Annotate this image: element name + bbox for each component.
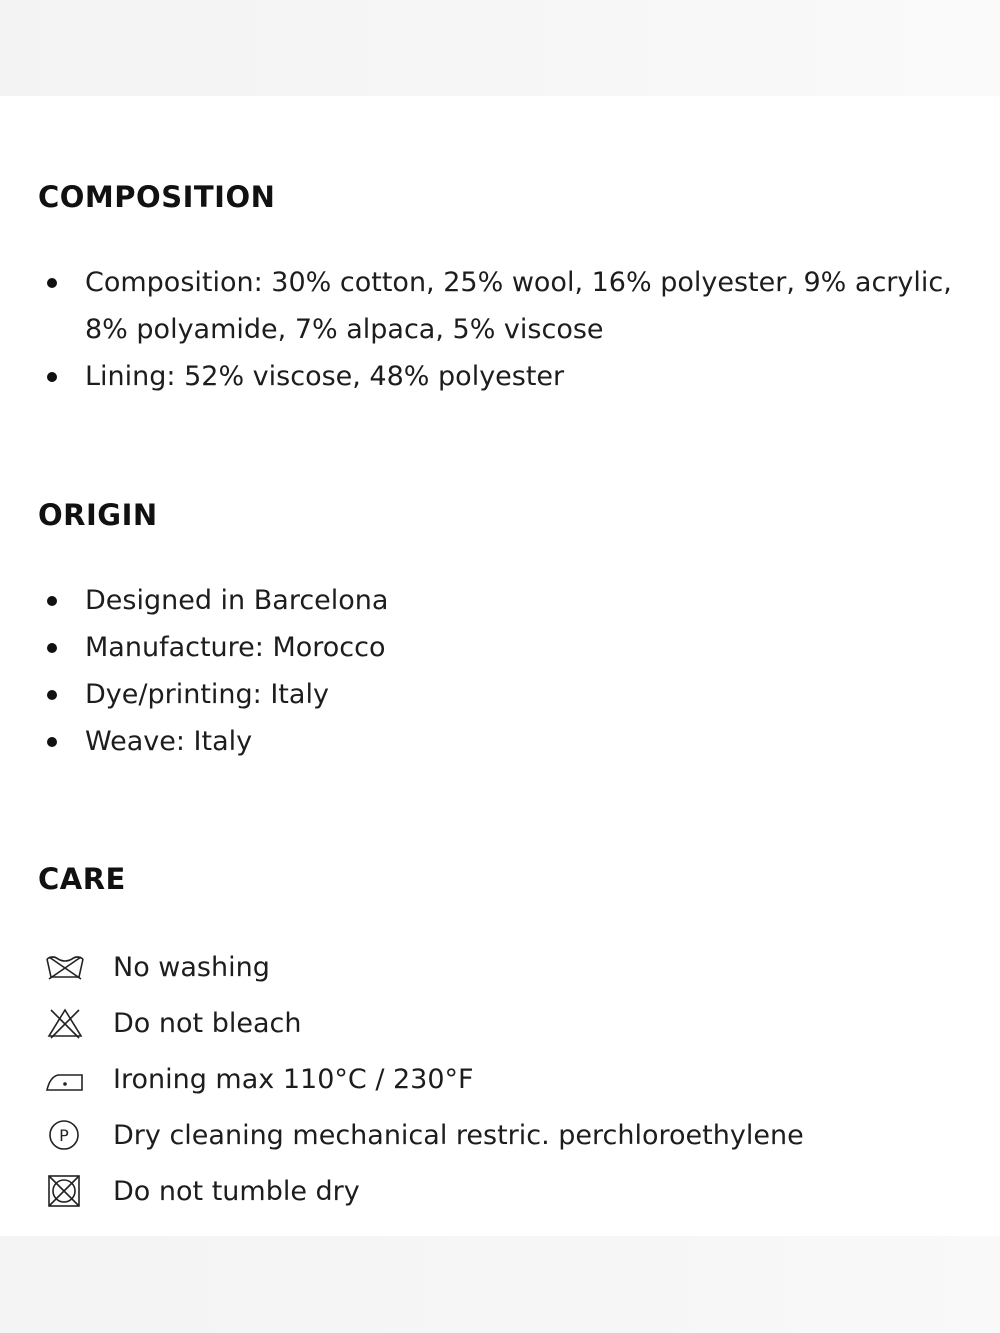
care-item [0, 1055, 1000, 1105]
bullet-icon [47, 737, 57, 747]
care-item [0, 1111, 1000, 1161]
list-item [0, 353, 1000, 400]
list-item [0, 259, 1000, 353]
list-item [0, 718, 1000, 765]
origin-item-text: Dye/printing: Italy [85, 679, 329, 710]
care-item [0, 943, 1000, 993]
care-item-label: Do not tumble dry [113, 1176, 360, 1207]
care-item-label: Dry cleaning mechanical restric. perchloroethylene [113, 1120, 804, 1151]
bullet-icon [47, 596, 57, 606]
no-washing-icon [44, 949, 86, 985]
no-tumble-dry-icon [44, 1173, 86, 1209]
list-item [0, 624, 1000, 671]
composition-heading: COMPOSITION [38, 180, 276, 214]
bullet-icon [47, 372, 57, 382]
composition-item-text: Lining: 52% viscose, 48% polyester [85, 361, 565, 392]
care-item-label: Do not bleach [113, 1008, 302, 1039]
list-item [0, 671, 1000, 718]
origin-item-text: Manufacture: Morocco [85, 632, 386, 663]
bullet-icon [47, 643, 57, 653]
care-item [0, 999, 1000, 1049]
care-heading: CARE [38, 862, 126, 896]
do-not-bleach-icon [44, 1005, 86, 1041]
origin-heading: ORIGIN [38, 498, 158, 532]
origin-item-text: Weave: Italy [85, 726, 253, 757]
svg-text:P: P [59, 1126, 69, 1145]
care-item-label: No washing [113, 952, 270, 983]
bullet-icon [47, 690, 57, 700]
iron-low-icon [44, 1061, 86, 1097]
bottom-fade [0, 1236, 1000, 1333]
list-item [0, 577, 1000, 624]
composition-item-text: Composition: 30% cotton, 25% wool, 16% polyester, 9% acrylic, 8% polyamide, 7% alpaca, 5% viscose [85, 267, 952, 345]
origin-list [0, 577, 1000, 765]
composition-list [0, 259, 1000, 400]
dry-clean-p-icon [44, 1117, 86, 1153]
care-item-label: Ironing max 110°C / 230°F [113, 1064, 474, 1095]
care-item [0, 1167, 1000, 1217]
top-fade [0, 0, 1000, 96]
origin-item-text: Designed in Barcelona [85, 585, 389, 616]
bullet-icon [47, 278, 57, 288]
